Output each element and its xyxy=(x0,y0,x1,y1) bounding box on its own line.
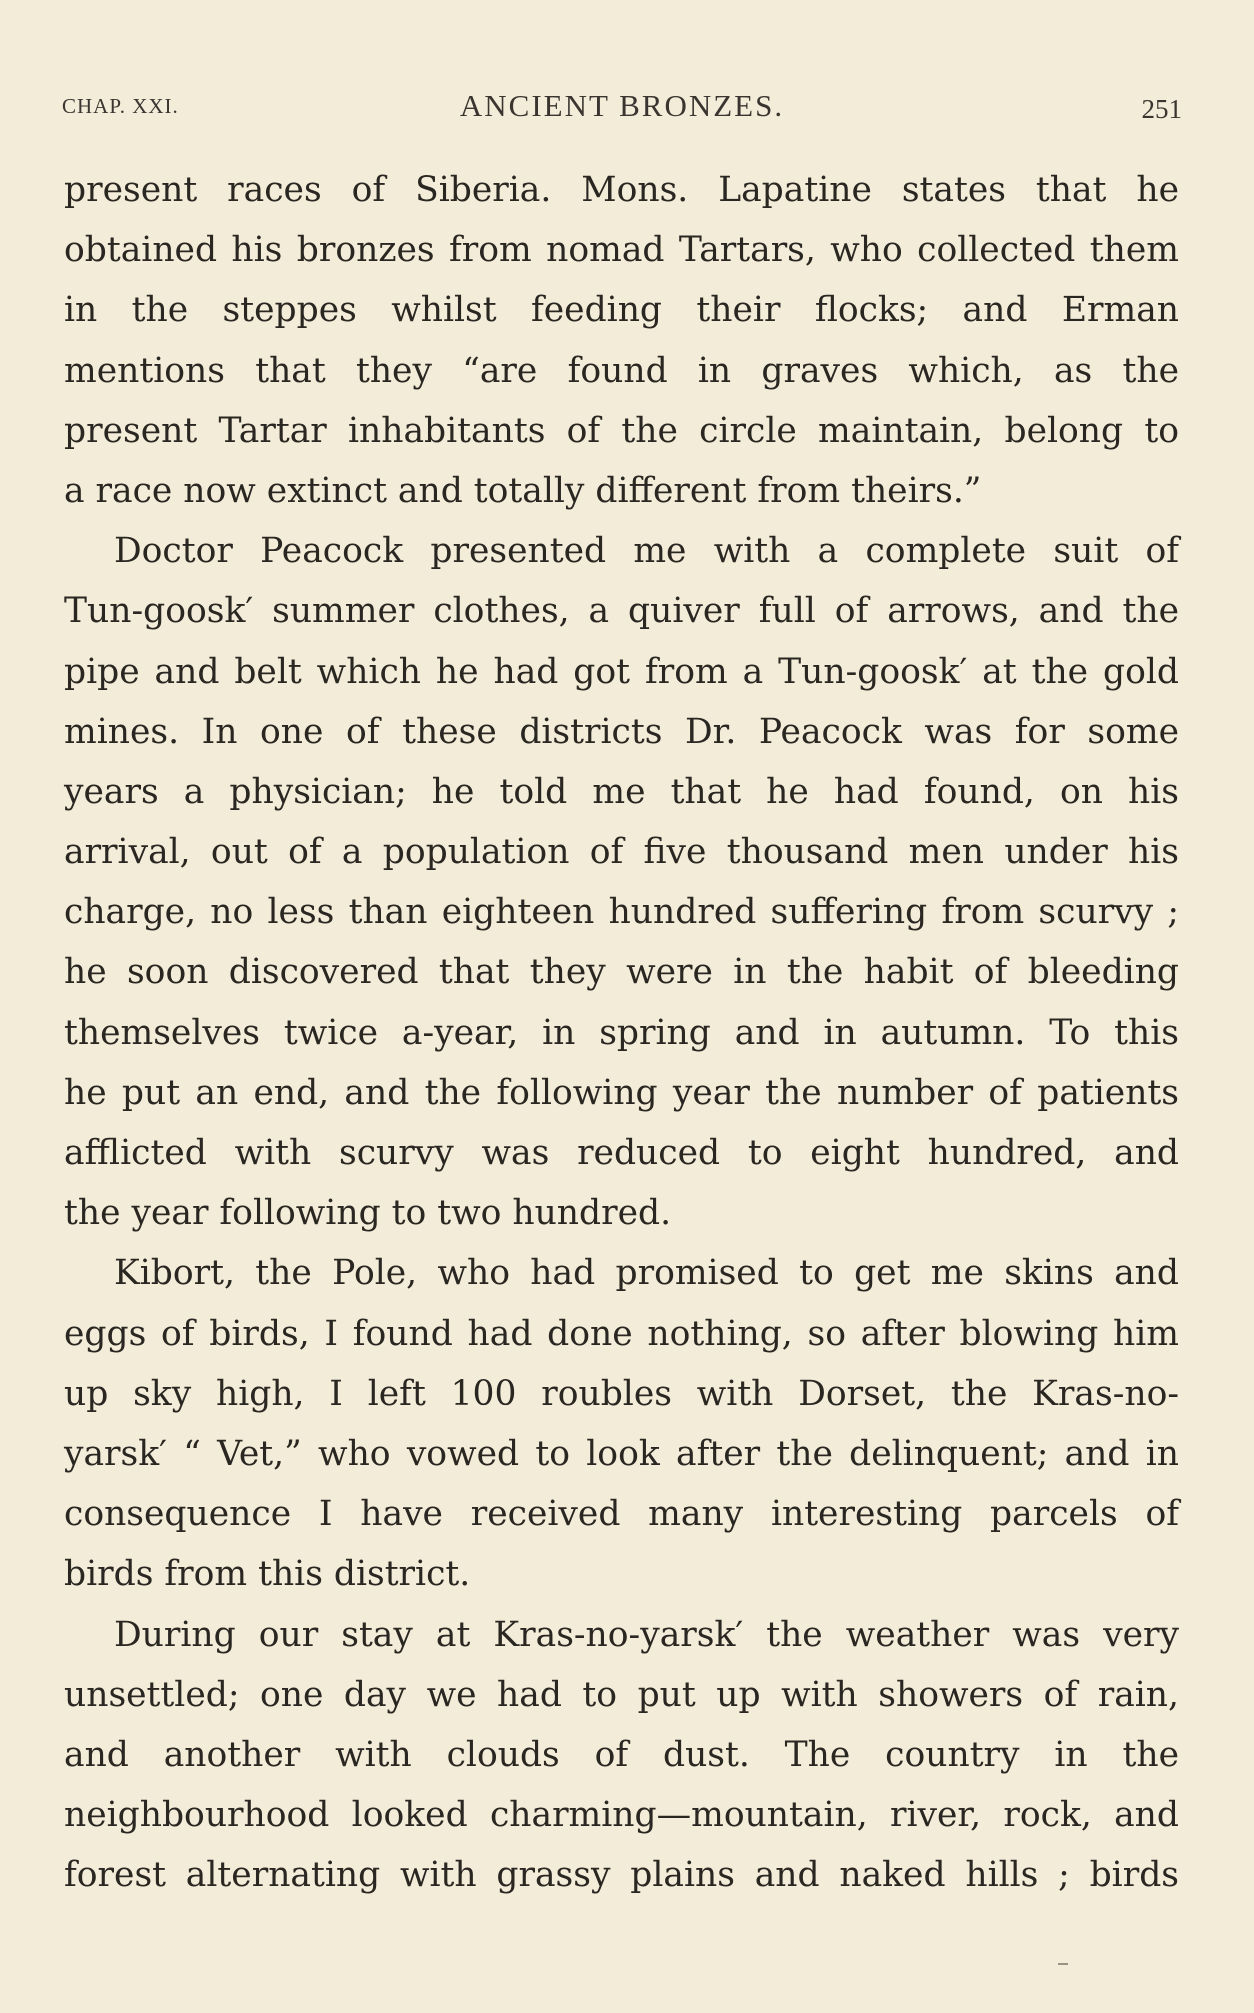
text-line: and another with clouds of dust. The country in the xyxy=(64,1734,1179,1775)
text-line: present races of Siberia. Mons. Lapatine states that he xyxy=(64,170,1179,210)
text-line: afflicted with scurvy was reduced to eight hundred, and xyxy=(64,1133,1179,1173)
text-line: mentions that they “are found in graves which, as the xyxy=(64,350,1179,391)
body-text xyxy=(64,160,1179,1905)
text-line: he soon discovered that they were in the habit of bleeding xyxy=(64,952,1179,993)
chapter-label: CHAP. XXI. xyxy=(62,94,179,118)
text-line: yarsk′ “ Vet,” who vowed to look after the delinquent; and in xyxy=(64,1433,1179,1474)
page-number: 251 xyxy=(1141,94,1182,124)
text-line: mines. In one of these districts Dr. Peacock was for some xyxy=(64,711,1179,752)
text-line: up sky high, I left 100 roubles with Dorset, the Kras-no- xyxy=(64,1373,1179,1414)
text-line: he put an end, and the following year the number of patients xyxy=(64,1072,1179,1113)
text-line: birds from this district. xyxy=(64,1554,471,1595)
text-line: eggs of birds, I found had done nothing, so after blowing him xyxy=(64,1313,1179,1354)
text-line: years a physician; he told me that he had found, on his xyxy=(64,771,1179,812)
text-line: themselves twice a-year, in spring and in autumn. To this xyxy=(64,1012,1179,1053)
text-line: consequence I have received many interesting parcels of xyxy=(64,1494,1179,1535)
text-line: a race now extinct and totally different from theirs.” xyxy=(64,470,982,511)
text-line: During our stay at Kras-no-yarsk′ the weather was very xyxy=(114,1614,1179,1655)
text-line: Kibort, the Pole, who had promised to get me skins and xyxy=(114,1253,1179,1294)
text-line: arrival, out of a population of five thousand men under his xyxy=(64,832,1179,873)
text-line: Doctor Peacock presented me with a complete suit of xyxy=(114,531,1179,572)
text-line: charge, no less than eighteen hundred suffering from scurvy ; xyxy=(64,892,1179,933)
text-line: obtained his bronzes from nomad Tartars, who collected them xyxy=(64,230,1179,271)
running-head xyxy=(62,88,1182,132)
text-line: neighbourhood looked charming—mountain, river, rock, and xyxy=(64,1795,1179,1836)
text-line: Tun-goosk′ summer clothes, a quiver full of arrows, and the xyxy=(64,591,1179,632)
page-title: ANCIENT BRONZES. xyxy=(459,88,785,123)
text-line: unsettled; one day we had to put up with showers of rain, xyxy=(64,1674,1179,1715)
text-line: present Tartar inhabitants of the circle maintain, belong to xyxy=(64,410,1179,451)
text-line: forest alternating with grassy plains and naked hills ; birds xyxy=(64,1855,1179,1896)
text-line: the year following to two hundred. xyxy=(64,1193,672,1234)
paper-speck xyxy=(1058,1963,1068,1965)
text-line: in the steppes whilst feeding their flocks; and Erman xyxy=(64,290,1179,331)
text-line: pipe and belt which he had got from a Tun-goosk′ at the gold xyxy=(64,651,1179,692)
